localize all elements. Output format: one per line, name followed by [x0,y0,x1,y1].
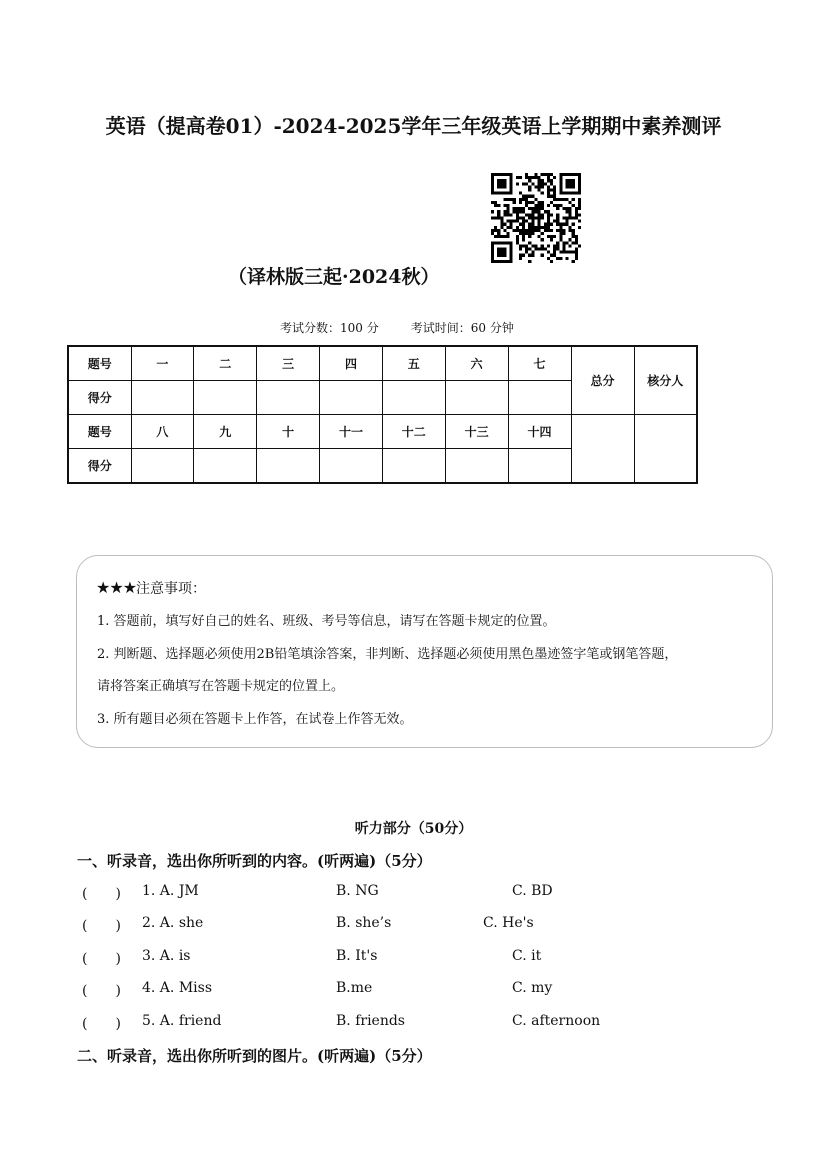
question-number: 十一 [320,415,383,449]
notice-item-2: 2. 判断题、选择题必须使用2B铅笔填涂答案，非判断、选择题必须使用黑色墨迹签字笔或钢笔答题， [97,647,678,662]
listening-section-header: 听力部分（50分） [354,821,473,837]
option-c: C. it [512,948,542,964]
question-row [0,915,827,939]
option-a: 2. A. she [142,915,204,931]
question-row [0,1013,827,1037]
exam-info [280,319,514,336]
question-number: 十三 [445,415,508,449]
answer-bracket[interactable]: ( ) [82,951,121,967]
total-score-cell [571,415,634,484]
reviewer-header: 核分人 [634,346,697,415]
option-b: B. she’s [336,915,392,931]
score-cell [257,381,320,415]
score-cell [320,449,383,484]
part-2-title: 二、听录音，选出你所听到的图片。(听两遍)（5分） [77,1047,432,1065]
total-score-header: 总分 [571,346,634,415]
row-label: 题号 [68,415,131,449]
exam-time: 考试时间：60 分钟 [410,321,514,335]
option-b: B. friends [336,1013,405,1029]
question-row [0,883,827,907]
notice-item-3: 3. 所有题目必须在答题卡上作答，在试卷上作答无效。 [97,712,413,727]
question-number: 十二 [382,415,445,449]
score-cell [257,449,320,484]
option-b: B.me [336,980,373,996]
document-subtitle: （译林版三起·2024秋） [228,266,440,288]
score-cell [445,381,508,415]
question-number: 十四 [508,415,571,449]
qr-code-image [491,173,581,263]
score-cell [131,381,194,415]
row-label: 题号 [68,346,131,381]
question-number: 三 [257,346,320,381]
score-cell [382,381,445,415]
option-c: C. BD [512,883,553,899]
answer-bracket[interactable]: ( ) [82,918,121,934]
reviewer-cell [634,415,697,484]
option-b: B. It's [336,948,378,964]
option-c: C. afternoon [512,1013,601,1029]
score-cell [320,381,383,415]
option-a: 1. A. JM [142,883,199,899]
notice-title-text: 注意事项： [136,581,207,597]
answer-bracket[interactable]: ( ) [82,886,121,902]
option-b: B. NG [336,883,379,899]
option-c: C. my [512,980,553,996]
question-number: 二 [194,346,257,381]
answer-bracket[interactable]: ( ) [82,983,121,999]
question-row [0,948,827,972]
score-cell [382,449,445,484]
score-cell [194,449,257,484]
option-c: C. He's [483,915,534,931]
answer-bracket[interactable]: ( ) [82,1016,121,1032]
notice-item-2-cont: 请将答案正确填写在答题卡规定的位置上。 [97,679,345,694]
notice-box [76,555,773,748]
option-a: 3. A. is [142,948,191,964]
score-cell [508,381,571,415]
document-title: 英语（提高卷01）-2024-2025学年三年级英语上学期期中素养测评 [105,114,722,138]
star-icon: ★★★ [96,578,137,597]
question-number: 四 [320,346,383,381]
question-number: 十 [257,415,320,449]
question-number: 九 [194,415,257,449]
question-number: 七 [508,346,571,381]
question-number: 五 [382,346,445,381]
row-label: 得分 [68,381,131,415]
question-number: 六 [445,346,508,381]
score-table [67,345,698,484]
notice-title [96,578,206,598]
score-cell [508,449,571,484]
row-label: 得分 [68,449,131,484]
score-cell [194,381,257,415]
exam-score: 考试分数：100 分 [280,321,379,335]
question-row [0,980,827,1004]
score-cell [445,449,508,484]
notice-item-1: 1. 答题前，填写好自己的姓名、班级、考号等信息，请写在答题卡规定的位置。 [97,614,556,629]
question-number: 一 [131,346,194,381]
option-a: 4. A. Miss [142,980,212,996]
question-number: 八 [131,415,194,449]
option-a: 5. A. friend [142,1013,222,1029]
part-1-title: 一、听录音，选出你所听到的内容。(听两遍)（5分） [77,852,432,870]
score-cell [131,449,194,484]
